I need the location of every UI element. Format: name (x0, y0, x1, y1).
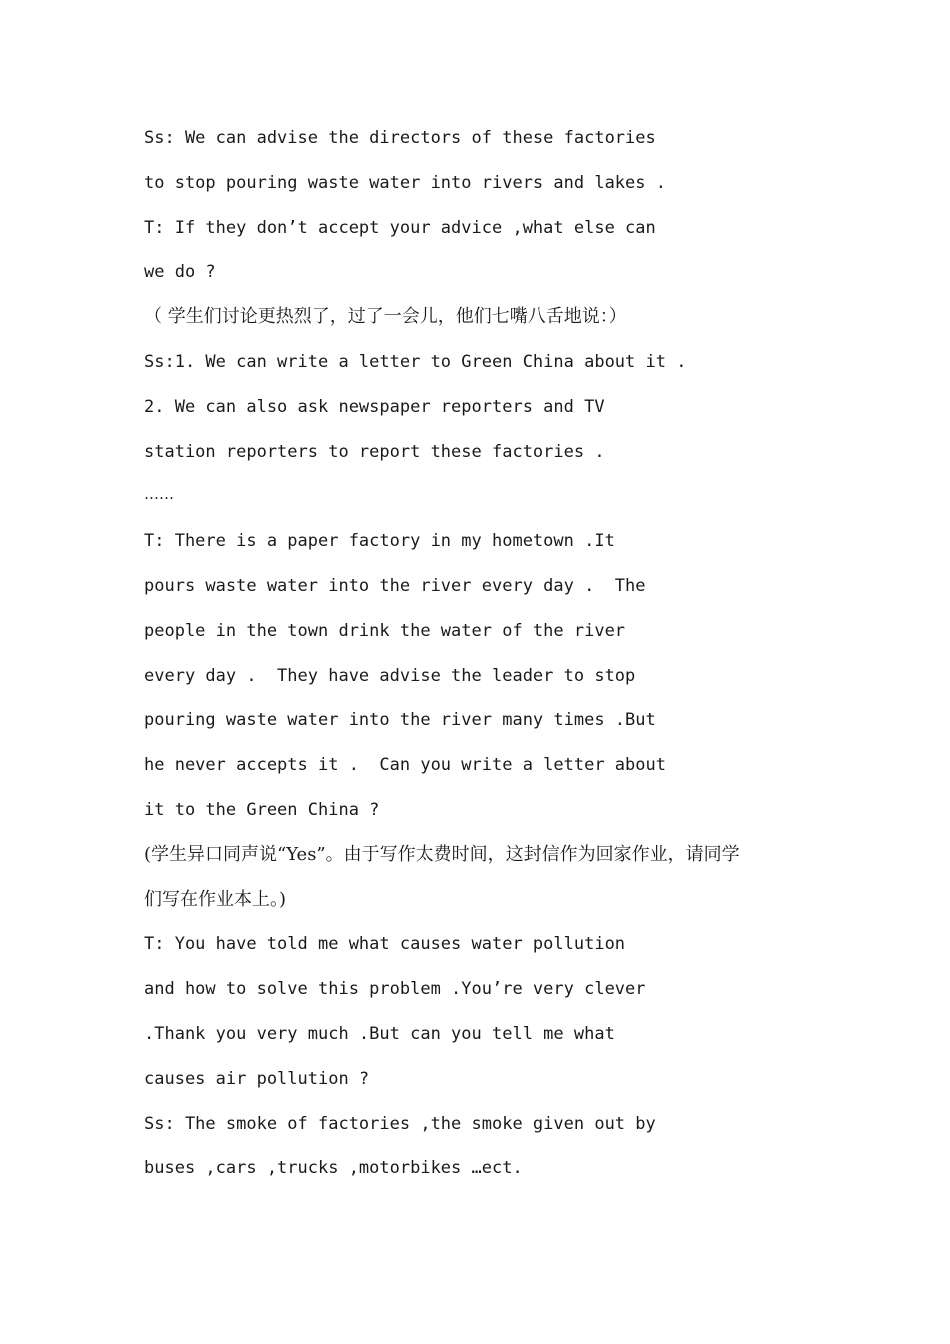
text-line: T: You have told me what causes water pollution (144, 934, 626, 955)
text-line: Ss:1. We can write a letter to Green China about it . (144, 351, 687, 372)
text-line: Ss: The smoke of factories ,the smoke given out by (144, 1113, 656, 1134)
text-line: causes air pollution ? (144, 1068, 370, 1089)
ellipsis-line: …… (144, 485, 174, 504)
text-line: people in the town drink the water of the river (144, 620, 626, 641)
text-line: to stop pouring waste water into rivers and lakes . (144, 172, 666, 193)
text-line: .Thank you very much .But can you tell me what (144, 1023, 615, 1044)
text-line: buses ,cars ,trucks ,motorbikes …ect. (144, 1158, 523, 1179)
text-line: and how to solve this problem .You’re very clever (144, 979, 646, 1000)
text-line: 们写在作业本上。) (144, 888, 287, 910)
text-line: （ 学生们讨论更热烈了，过了一会儿，他们七嘴八舌地说：） (144, 306, 627, 328)
text-line: it to the Green China ? (144, 799, 380, 820)
dialogue-text (144, 116, 824, 1191)
text-line: pours waste water into the river every day . The (144, 575, 646, 596)
text-line: Ss: We can advise the directors of these factories (144, 128, 656, 148)
text-line: he never accepts it . Can you write a letter about (144, 755, 666, 776)
text-line: pouring waste water into the river many times .But (144, 710, 656, 731)
text-line: station reporters to report these factories . (144, 441, 605, 462)
text-line: every day . They have advise the leader to stop (144, 665, 636, 686)
text-line: 2. We can also ask newspaper reporters and TV (144, 396, 605, 417)
text-line: T: If they don’t accept your advice ,what else can (144, 217, 656, 238)
text-line: (学生异口同声说“Yes”。由于写作太费时间，这封信作为回家作业，请同学 (144, 843, 740, 865)
text-line: T: There is a paper factory in my hometown .It (144, 531, 615, 552)
text-line: we do ? (144, 262, 216, 283)
